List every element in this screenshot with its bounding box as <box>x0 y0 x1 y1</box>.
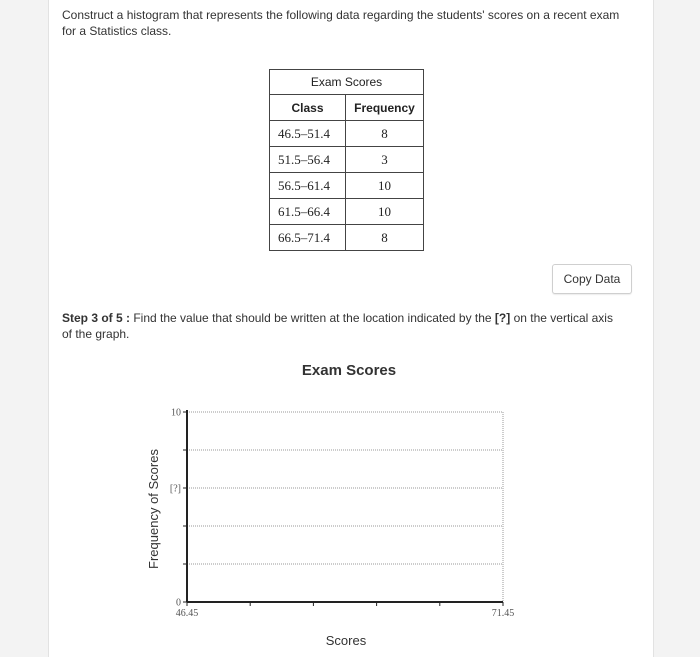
step-text-2: on the vertical axis <box>510 311 613 325</box>
step-instruction <box>62 310 642 342</box>
x-tick-label: 46.45 <box>175 608 199 619</box>
frequency-cell: 3 <box>346 147 424 173</box>
step-text-1: Find the value that should be written at the location indicated by the <box>130 311 495 325</box>
class-cell: 46.5–51.4 <box>270 121 346 147</box>
frequency-cell: 10 <box>346 173 424 199</box>
frequency-cell: 8 <box>346 121 424 147</box>
y-tick-label: [?] <box>169 483 181 495</box>
step-text-line-2: of the graph. <box>62 327 130 341</box>
chart-ticks <box>170 408 514 620</box>
frequency-table <box>269 69 424 251</box>
table-caption: Exam Scores <box>270 70 424 95</box>
frequency-cell: 8 <box>346 225 424 251</box>
histogram-chart <box>49 395 649 657</box>
class-cell: 51.5–56.4 <box>270 147 346 173</box>
step-label: Step 3 of 5 : <box>62 311 131 325</box>
frequency-cell: 10 <box>346 199 424 225</box>
class-cell: 66.5–71.4 <box>270 225 346 251</box>
table-row <box>270 173 424 199</box>
question-card <box>48 0 654 657</box>
table-row <box>270 147 424 173</box>
question-prompt <box>62 7 642 39</box>
class-cell: 56.5–61.4 <box>270 173 346 199</box>
y-tick-label: 10 <box>171 407 181 419</box>
step-marker: [?] <box>494 311 511 325</box>
table-row <box>270 121 424 147</box>
prompt-line-2: for a Statistics class. <box>62 24 172 38</box>
prompt-line-1: Construct a histogram that represents the following data regarding the students' scores on a recent exam <box>62 8 620 22</box>
x-axis-title: Scores <box>325 633 367 648</box>
y-axis-title: Frequency of Scores <box>146 449 161 569</box>
column-header-frequency: Frequency <box>346 95 424 121</box>
column-header-class: Class <box>270 95 346 121</box>
chart-grid <box>187 412 503 602</box>
chart-axes <box>187 410 503 602</box>
copy-data-button[interactable]: Copy Data <box>552 264 632 294</box>
y-tick-label: 0 <box>176 597 181 609</box>
table-row <box>270 199 424 225</box>
chart-title: Exam Scores <box>301 362 397 379</box>
class-cell: 61.5–66.4 <box>270 199 346 225</box>
x-tick-label: 71.45 <box>491 608 515 619</box>
table-row <box>270 225 424 251</box>
